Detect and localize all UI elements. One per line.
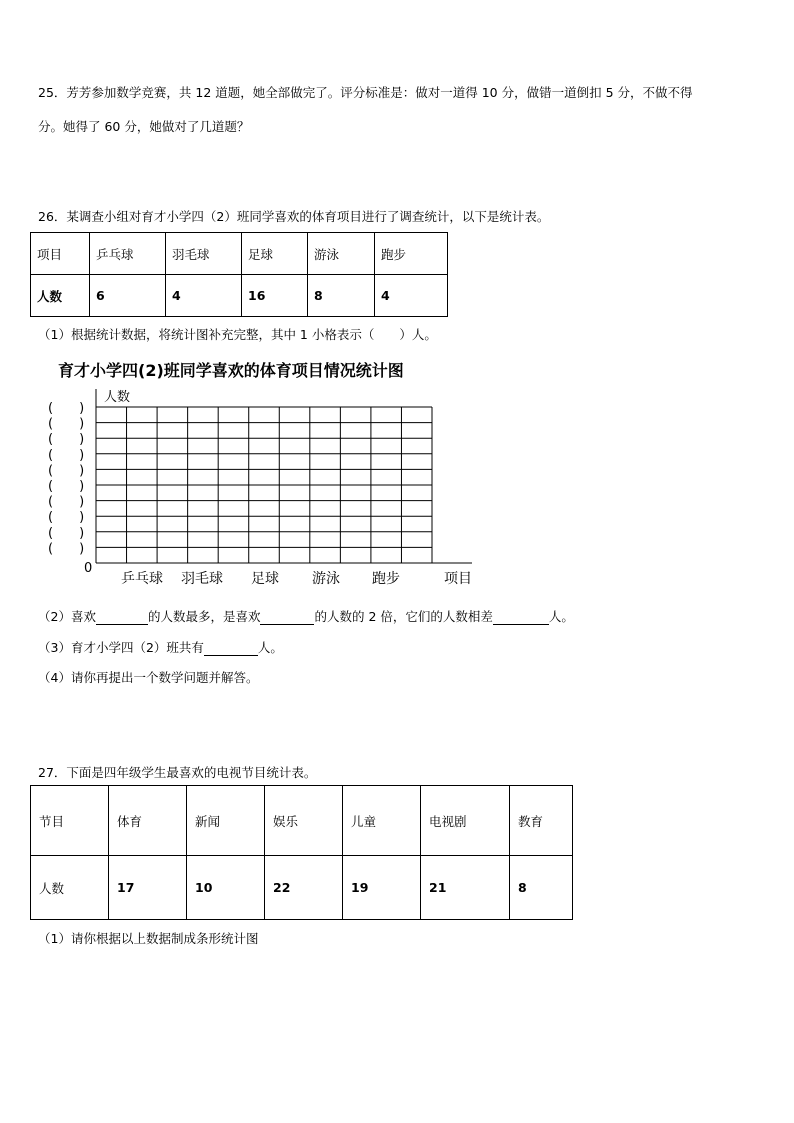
y-tick-label[interactable]: ( ) bbox=[48, 432, 85, 448]
x-axis-label: 项目 bbox=[444, 571, 472, 587]
y-tick-label[interactable]: ( ) bbox=[48, 541, 85, 557]
table-cell: 人数 bbox=[31, 275, 90, 317]
q27-table bbox=[30, 785, 573, 920]
table-cell: 娱乐 bbox=[265, 786, 343, 856]
y-tick-label[interactable]: ( ) bbox=[48, 479, 85, 494]
answer-blank[interactable] bbox=[260, 609, 314, 625]
q26-sub4: （4）请你再提出一个数学问题并解答。 bbox=[38, 670, 259, 685]
origin-label: 0 bbox=[84, 561, 93, 576]
table-cell: 8 bbox=[308, 275, 375, 317]
sub2-text-a: （2）喜欢 bbox=[38, 609, 96, 624]
table-row bbox=[31, 275, 448, 317]
bar-chart-grid bbox=[0, 385, 520, 590]
y-tick-label[interactable]: ( ) bbox=[48, 447, 85, 463]
chart-title: 育才小学四(2)班同学喜欢的体育项目情况统计图 bbox=[58, 361, 404, 380]
answer-blank[interactable] bbox=[493, 609, 549, 625]
q27-sub1: （1）请你根据以上数据制成条形统计图 bbox=[38, 931, 259, 946]
table-cell: 儿童 bbox=[343, 786, 421, 856]
table-cell: 足球 bbox=[242, 233, 308, 275]
table-cell: 节目 bbox=[31, 786, 109, 856]
x-tick-label: 乒乓球 bbox=[121, 571, 163, 587]
x-tick-label: 足球 bbox=[251, 571, 279, 587]
table-row bbox=[31, 856, 573, 920]
y-tick-label[interactable]: ( ) bbox=[48, 401, 85, 416]
sub2-text-b: 的人数最多，是喜欢 bbox=[147, 609, 261, 624]
table-cell: 4 bbox=[166, 275, 242, 317]
table-cell: 4 bbox=[375, 275, 448, 317]
table-cell: 8 bbox=[510, 856, 573, 920]
table-cell: 游泳 bbox=[308, 233, 375, 275]
x-tick-label: 跑步 bbox=[372, 571, 400, 587]
table-cell: 19 bbox=[343, 856, 421, 920]
table-cell: 人数 bbox=[31, 856, 109, 920]
y-tick-label[interactable]: ( ) bbox=[48, 510, 85, 526]
y-tick-label[interactable]: ( ) bbox=[48, 494, 85, 510]
table-cell: 跑步 bbox=[375, 233, 448, 275]
q26-table bbox=[30, 232, 448, 317]
x-tick-label: 游泳 bbox=[312, 571, 340, 587]
q26-sub3 bbox=[38, 638, 283, 656]
table-cell: 22 bbox=[265, 856, 343, 920]
table-cell: 17 bbox=[109, 856, 187, 920]
table-cell: 教育 bbox=[510, 786, 573, 856]
q26-sub1: （1）根据统计数据，将统计图补充完整，其中 1 小格表示（ ）人。 bbox=[38, 327, 437, 342]
table-cell: 21 bbox=[421, 856, 510, 920]
q25-line2: 分。她得了 60 分，她做对了几道题？ bbox=[38, 119, 250, 134]
y-tick-label[interactable]: ( ) bbox=[48, 525, 85, 541]
x-tick-label: 羽毛球 bbox=[181, 571, 223, 587]
table-cell: 电视剧 bbox=[421, 786, 510, 856]
table-cell: 羽毛球 bbox=[166, 233, 242, 275]
table-cell: 16 bbox=[242, 275, 308, 317]
sub2-text-c: 的人数的 2 倍，它们的人数相差 bbox=[314, 609, 493, 624]
q26-intro: 26．某调查小组对育才小学四（2）班同学喜欢的体育项目进行了调查统计，以下是统计表。 bbox=[38, 209, 550, 224]
table-row bbox=[31, 233, 448, 275]
q26-sub2 bbox=[38, 607, 574, 625]
q27-intro: 27．下面是四年级学生最喜欢的电视节目统计表。 bbox=[38, 765, 317, 780]
sub3-text-a: （3）育才小学四（2）班共有 bbox=[38, 640, 204, 655]
table-row bbox=[31, 786, 573, 856]
table-cell: 6 bbox=[90, 275, 166, 317]
y-tick-label[interactable]: ( ) bbox=[48, 463, 85, 479]
y-axis-label: 人数 bbox=[104, 390, 131, 405]
table-cell: 乒乓球 bbox=[90, 233, 166, 275]
sub2-text-d: 人。 bbox=[548, 609, 574, 624]
q25-line1: 25．芳芳参加数学竞赛，共 12 道题，她全部做完了。评分标准是：做对一道得 10 分，做错一道倒扣 5 分，不做不得 bbox=[38, 85, 693, 100]
table-cell: 10 bbox=[187, 856, 265, 920]
table-cell: 新闻 bbox=[187, 786, 265, 856]
answer-blank[interactable] bbox=[204, 640, 258, 656]
answer-blank[interactable] bbox=[96, 609, 148, 625]
sub3-text-b: 人。 bbox=[257, 640, 283, 655]
y-tick-label[interactable]: ( ) bbox=[48, 416, 85, 432]
table-cell: 体育 bbox=[109, 786, 187, 856]
table-cell: 项目 bbox=[31, 233, 90, 275]
